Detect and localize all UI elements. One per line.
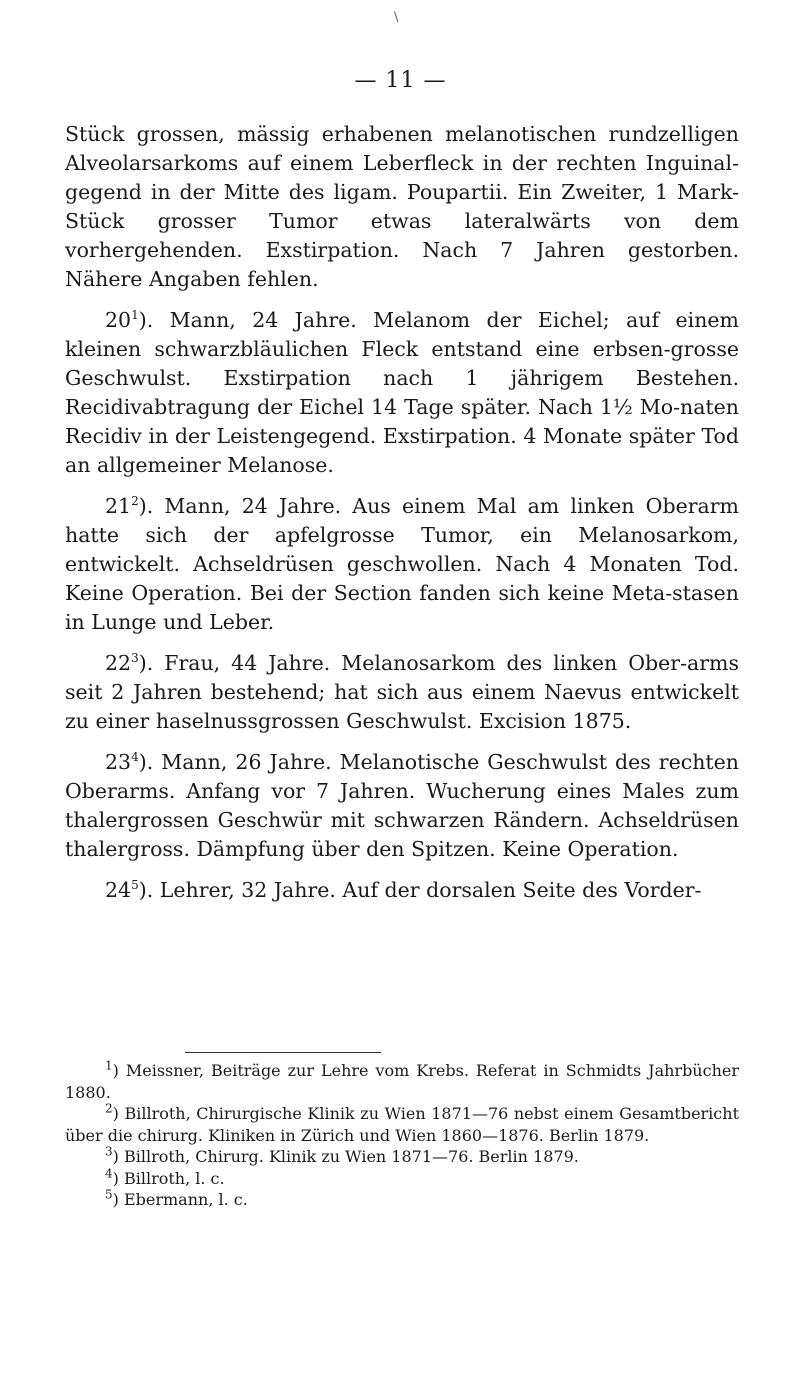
- footnote-ref: 2: [131, 494, 139, 509]
- case-text: . Mann, 26 Jahre. Melanotische Geschwulst des rechten Oberarms. Anfang vor 7 Jahren. Wucherung eines Males zum thalergrossen Geschwür mit schwarzen Rändern. Achseldrüsen thalergross. Dämpfung über den Spitzen. Keine Operation.: [65, 750, 739, 861]
- case-text: . Frau, 44 Jahre. Melanosarkom des linken Ober-arms seit 2 Jahren bestehend; hat sich aus einem Naevus entwickelt zu einer haselnussgrossen Geschwulst. Excision 1875.: [65, 651, 739, 733]
- paragraph-continued: Stück grossen, mässig erhabenen melanotischen rundzelligen Alveolarsarkoms auf einem Leberfleck in der rechten Inguinal-gegend in der Mitte des ligam. Poupartii. Ein Zweiter, 1 Mark-Stück grosser Tumor etwas lateralwärts von dem vorhergehenden. Exstirpation. Nach 7 Jahren gestorben. Nähere Angaben fehlen.: [65, 122, 739, 291]
- footnote-mark: 5: [105, 1187, 113, 1202]
- footnote-mark: 3: [105, 1144, 113, 1159]
- case-number: 22: [105, 651, 132, 675]
- footnote-mark: 2: [105, 1101, 113, 1116]
- footnote-ref: 4: [131, 750, 139, 765]
- case-text: . Mann, 24 Jahre. Aus einem Mal am linken Oberarm hatte sich der apfelgrosse Tumor, ein Melanosarkom, entwickelt. Achseldrüsen geschwollen. Nach 4 Monaten Tod. Keine Operation. Bei der Section fanden sich keine Meta-stasen in Lunge und Leber.: [65, 494, 739, 634]
- case-entry-24: $24^5$). Lehrer, 32 Jahre. Auf der dorsalen Seite des Vorder-: [105, 878, 702, 902]
- case-entry-22: $22^3$). Frau, 44 Jahre. Melanosarkom des linken Ober-arms seit 2 Jahren bestehend; hat sich aus einem Naevus entwickelt zu einer haselnussgrossen Geschwulst. Excision 1875.: [65, 651, 739, 733]
- footnote-divider: [185, 1052, 381, 1053]
- footnote-ref: 3: [131, 651, 139, 666]
- footnotes: [65, 1060, 739, 1211]
- corner-mark: \: [394, 10, 399, 25]
- case-text: . Lehrer, 32 Jahre. Auf der dorsalen Seite des Vorder-: [146, 878, 702, 902]
- case-entry-23: $23^4$). Mann, 26 Jahre. Melanotische Geschwulst des rechten Oberarms. Anfang vor 7 Jahren. Wucherung eines Males zum thalergrossen Geschwür mit schwarzen Rändern. Achseldrüsen thalergross. Dämpfung über den Spitzen. Keine Operation.: [65, 750, 739, 861]
- footnote-ref: 5: [131, 878, 139, 893]
- case-entry-20: $20^1$). Mann, 24 Jahre. Melanom der Eichel; auf einem kleinen schwarzbläulichen Fleck entstand eine erbsen-grosse Geschwulst. Exstirpation nach 1 jährigem Bestehen. Recidivabtragung der Eichel 14 Tage später. Nach 1½ Mo-naten Recidiv in der Leistengegend. Exstirpation. 4 Monate später Tod an allgemeiner Melanose.: [65, 308, 739, 477]
- footnote: $^5$) Ebermann, l. c.: [105, 1187, 248, 1209]
- footnote: $^3$) Billroth, Chirurg. Klinik zu Wien 1871—76. Berlin 1879.: [105, 1144, 579, 1166]
- footnote-ref: 1: [131, 308, 139, 323]
- footnote-mark: 4: [105, 1166, 113, 1181]
- footnote-mark: 1: [105, 1058, 113, 1073]
- case-number: 23: [105, 750, 132, 774]
- case-number: 21: [105, 494, 132, 518]
- case-number: 20: [105, 308, 132, 332]
- footnote: $^2$) Billroth, Chirurgische Klinik zu Wien 1871—76 nebst einem Gesamtbericht über die chirurg. Kliniken in Zürich und Wien 1860—1876. Berlin 1879.: [65, 1101, 739, 1145]
- footnote: $^1$) Meissner, Beiträge zur Lehre vom Krebs. Referat in Schmidts Jahrbücher 1880.: [65, 1058, 739, 1102]
- footnote: $^4$) Billroth, l. c.: [105, 1166, 225, 1188]
- case-number: 24: [105, 878, 132, 902]
- main-text: [65, 120, 739, 917]
- case-text: . Mann, 24 Jahre. Melanom der Eichel; auf einem kleinen schwarzbläulichen Fleck entstand eine erbsen-grosse Geschwulst. Exstirpation nach 1 jährigem Bestehen. Recidivabtragung der Eichel 14 Tage später. Nach 1½ Mo-naten Recidiv in der Leistengegend. Exstirpation. 4 Monate später Tod an allgemeiner Melanose.: [65, 308, 739, 477]
- case-entry-21: $21^2$). Mann, 24 Jahre. Aus einem Mal am linken Oberarm hatte sich der apfelgrosse Tumor, ein Melanosarkom, entwickelt. Achseldrüsen geschwollen. Nach 4 Monaten Tod. Keine Operation. Bei der Section fanden sich keine Meta-stasen in Lunge und Leber.: [65, 494, 739, 634]
- page-number: — 11 —: [354, 68, 447, 93]
